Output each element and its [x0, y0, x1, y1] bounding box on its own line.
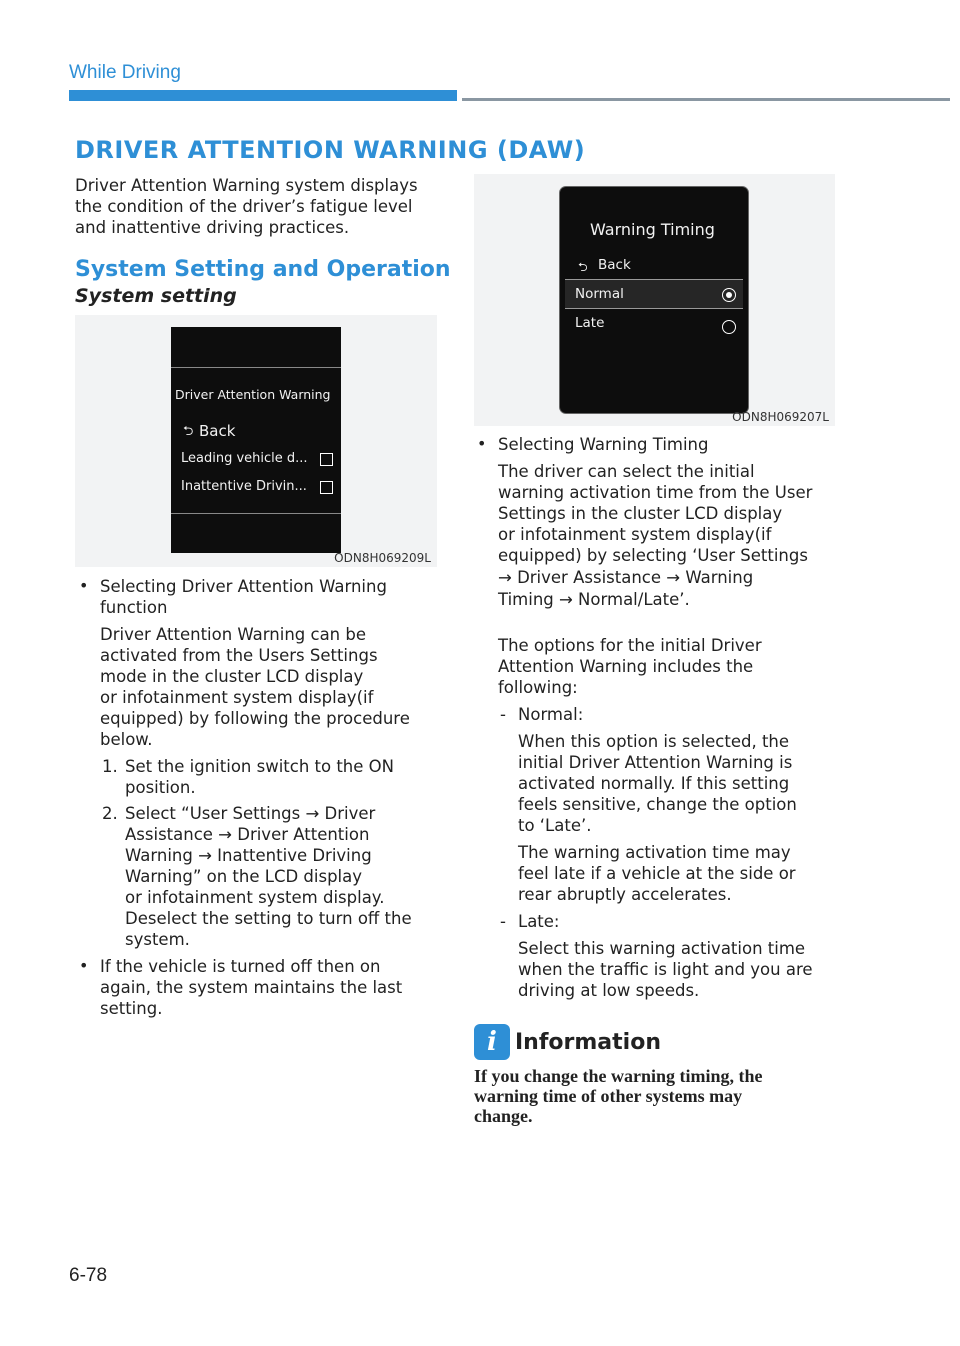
bullet-dot: • [79, 956, 89, 975]
back-icon: ⮌ [578, 260, 588, 274]
dash: - [500, 705, 506, 724]
bullet1-body-line: mode in the cluster LCD display [100, 667, 364, 686]
bullet2-line: again, the system maintains the last [100, 978, 403, 997]
info-body: If you change the warning timing, the warning time of other systems may change. [474, 1066, 763, 1126]
bullet-title: Selecting Warning Timing [498, 435, 709, 454]
right-body2-line: following: [498, 678, 578, 697]
late-body-line: driving at low speeds. [518, 981, 700, 1000]
late-body-line: when the traffic is light and you are [518, 960, 813, 979]
right-body-line: equipped) by selecting ‘User Settings [498, 546, 808, 565]
screen-title: Warning Timing [590, 220, 715, 239]
bullet2-line: If the vehicle is turned off then on [100, 957, 381, 976]
subheading: System Setting and Operation [75, 257, 451, 282]
section-label: While Driving [69, 62, 181, 83]
step2-line: Select “User Settings → Driver [125, 804, 376, 823]
radio-unselected-icon [722, 320, 736, 334]
option-late-heading: Late: [518, 912, 560, 931]
normal-body-line: initial Driver Attention Warning is [518, 753, 793, 772]
info-title: Information [515, 1030, 661, 1055]
step1-line: Set the ignition switch to the ON [125, 757, 394, 776]
intro-paragraph: Driver Attention Warning system displays the condition of the driver’s fatigue level and inattentive driving practices. [75, 176, 418, 237]
step1-line: position. [125, 778, 196, 797]
bullet-dot: • [477, 434, 487, 453]
right-body2-line: Attention Warning includes the [498, 657, 754, 676]
cluster-screen [559, 186, 749, 414]
radio-selected-icon [722, 288, 736, 302]
normal-body2-line: The warning activation time may [518, 843, 791, 862]
normal-body2-line: rear abruptly accelerates. [518, 885, 732, 904]
normal-body2-line: feel late if a vehicle at the side or [518, 864, 796, 883]
checkbox-icon [320, 481, 333, 494]
menu-item-leading-vehicle: Leading vehicle d... [181, 451, 308, 466]
bullet1-body-line: activated from the Users Settings [100, 646, 378, 665]
header-bar-blue [69, 90, 457, 101]
menu-item-inattentive: Inattentive Drivin... [181, 479, 307, 494]
screen-title: Driver Attention Warning [175, 387, 331, 402]
right-body-line: warning activation time from the User [498, 483, 813, 502]
right-body-line: or infotainment system display(if [498, 525, 772, 544]
bullet-title-line: function [100, 598, 168, 617]
right-body-line: The driver can select the initial [498, 462, 755, 481]
cluster-screen [171, 327, 341, 553]
option-normal-label: Normal [575, 286, 624, 302]
bullet2-line: setting. [100, 999, 163, 1018]
step2-line: Warning” on the LCD display [125, 867, 363, 886]
late-body-line: Select this warning activation time [518, 939, 806, 958]
bullet1-body-line: Driver Attention Warning can be [100, 625, 367, 644]
step2-line: Deselect the setting to turn off the [125, 909, 412, 928]
figure-warning-timing [474, 174, 835, 426]
right-body2-line: The options for the initial Driver [498, 636, 762, 655]
step2-line: Warning → Inattentive Driving [125, 846, 372, 865]
option-late-label: Late [575, 315, 605, 331]
step-number: 2. [102, 804, 118, 823]
back-icon: ⮌ [183, 424, 194, 439]
normal-body-line: activated normally. If this setting [518, 774, 790, 793]
page-number: 6-78 [69, 1265, 108, 1286]
subsubheading: System setting [75, 285, 237, 307]
right-body-line: Settings in the cluster LCD display [498, 504, 783, 523]
step2-line: Assistance → Driver Attention [125, 825, 370, 844]
right-body-line: → Driver Assistance → Warning [498, 568, 754, 587]
normal-body-line: feels sensitive, change the option [518, 795, 797, 814]
normal-body-line: When this option is selected, the [518, 732, 790, 751]
page-title: DRIVER ATTENTION WARNING (DAW) [75, 136, 586, 164]
header-bar-gray [462, 98, 950, 101]
info-icon: i [474, 1024, 510, 1060]
bullet-title-line: Selecting Driver Attention Warning [100, 577, 387, 596]
normal-body-line: to ‘Late’. [518, 816, 592, 835]
bullet1-body-line: below. [100, 730, 153, 749]
step-number: 1. [102, 757, 118, 776]
step2-line: or infotainment system display. [125, 888, 385, 907]
back-label: Back [199, 422, 236, 440]
figure-code: ODN8H069209L [334, 551, 431, 565]
dash: - [500, 912, 506, 931]
bullet1-body-line: equipped) by following the procedure [100, 709, 410, 728]
back-label: Back [598, 257, 631, 273]
figure-daw-setting [75, 315, 437, 567]
right-body-line: Timing → Normal/Late’. [498, 590, 690, 609]
bullet1-body-line: or infotainment system display(if [100, 688, 374, 707]
checkbox-icon [320, 453, 333, 466]
bullet-dot: • [79, 576, 89, 595]
option-normal-heading: Normal: [518, 705, 584, 724]
step2-line: system. [125, 930, 190, 949]
figure-code: ODN8H069207L [732, 410, 829, 424]
